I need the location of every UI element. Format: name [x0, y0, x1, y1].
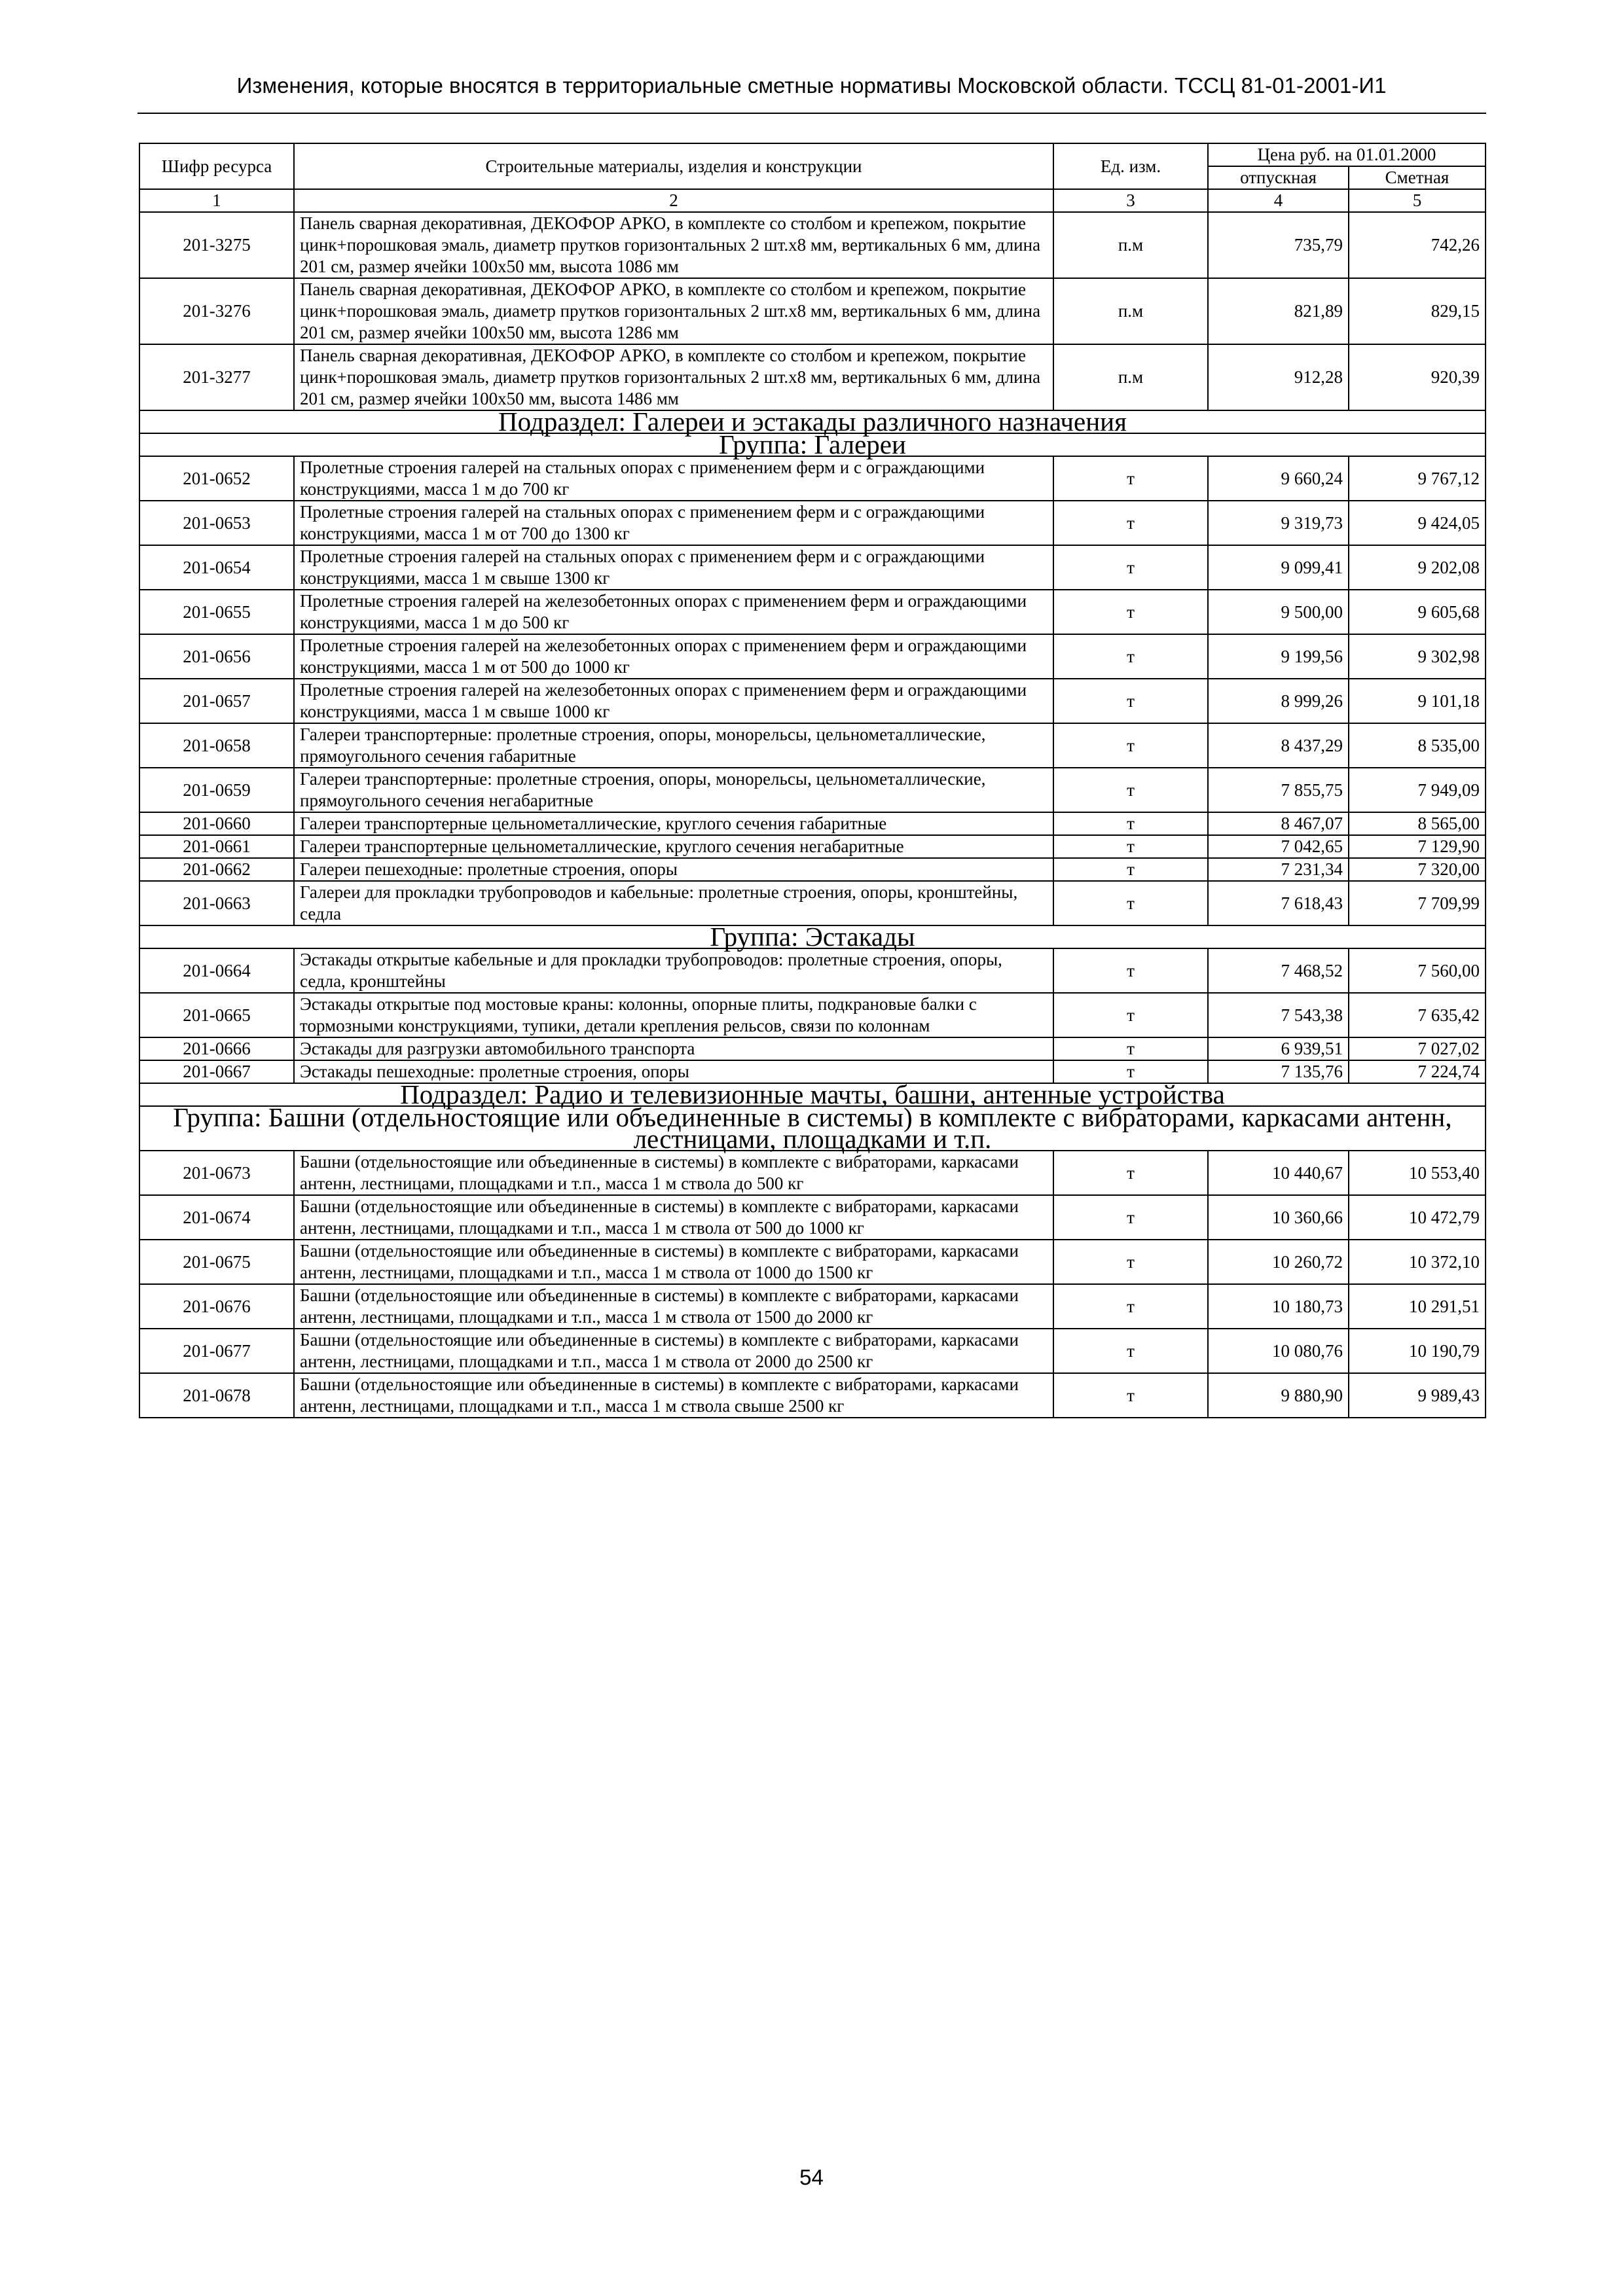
table-row [139, 835, 1486, 858]
estimate-price: 10 372,10 [1349, 1240, 1486, 1284]
material-name: Галереи пешеходные: пролетные строения, опоры [294, 858, 1053, 881]
release-price: 10 180,73 [1208, 1284, 1349, 1329]
estimate-price: 9 605,68 [1349, 590, 1486, 634]
release-price: 9 880,90 [1208, 1373, 1349, 1418]
table-row [139, 212, 1486, 278]
page-header: Изменения, которые вносятся в территориальные сметные нормативы Московской области. ТССЦ 81-01-2001-И1 [236, 73, 1387, 98]
table-row [139, 679, 1486, 723]
estimate-price: 829,15 [1349, 278, 1486, 344]
unit: п.м [1053, 278, 1208, 344]
table-row [139, 1373, 1486, 1418]
resource-code: 201-3275 [139, 212, 294, 278]
table-row [139, 812, 1486, 835]
table-row [139, 1037, 1486, 1060]
release-price: 9 099,41 [1208, 545, 1349, 590]
unit: т [1053, 590, 1208, 634]
release-price: 7 468,52 [1208, 948, 1349, 993]
material-name: Пролетные строения галерей на железобетонных опорах с применением ферм и ограждающими конструкциями, масса 1 м свыше 1000 кг [294, 679, 1053, 723]
release-price: 7 543,38 [1208, 993, 1349, 1037]
resource-code: 201-0654 [139, 545, 294, 590]
release-price: 10 260,72 [1208, 1240, 1349, 1284]
material-name: Галереи транспортерные: пролетные строения, опоры, монорельсы, цельнометаллические, прямоугольного сечения габаритные [294, 723, 1053, 768]
table-row [139, 278, 1486, 344]
group-title: Группа: Галереи [139, 433, 1486, 456]
estimate-price: 7 635,42 [1349, 993, 1486, 1037]
release-price: 8 999,26 [1208, 679, 1349, 723]
material-name: Галереи для прокладки трубопроводов и кабельные: пролетные строения, опоры, кронштейны, седла [294, 881, 1053, 925]
header-rule [137, 113, 1486, 114]
estimate-price: 9 101,18 [1349, 679, 1486, 723]
release-price: 9 199,56 [1208, 634, 1349, 679]
estimate-price: 7 129,90 [1349, 835, 1486, 858]
estimate-price: 7 709,99 [1349, 881, 1486, 925]
resource-code: 201-0664 [139, 948, 294, 993]
estimate-price: 9 202,08 [1349, 545, 1486, 590]
material-name: Пролетные строения галерей на стальных опорах с применением ферм и с ограждающими конструкциями, масса 1 м свыше 1300 кг [294, 545, 1053, 590]
estimate-price: 9 424,05 [1349, 501, 1486, 545]
unit: т [1053, 835, 1208, 858]
estimate-price: 8 565,00 [1349, 812, 1486, 835]
unit: т [1053, 1284, 1208, 1329]
release-price: 7 855,75 [1208, 768, 1349, 812]
col-number: 5 [1349, 189, 1486, 212]
col-header-name: Строительные материалы, изделия и конструкции [294, 143, 1053, 189]
table-row [139, 1240, 1486, 1284]
estimate-price: 10 472,79 [1349, 1195, 1486, 1240]
resource-code: 201-0677 [139, 1329, 294, 1373]
estimate-price: 7 949,09 [1349, 768, 1486, 812]
material-name: Башни (отдельностоящие или объединенные в системы) в комплекте с вибраторами, каркасами антенн, лестницами, площадками и т.п., масса 1 м ствола от 2000 до 2500 кг [294, 1329, 1053, 1373]
unit: т [1053, 948, 1208, 993]
release-price: 10 440,67 [1208, 1151, 1349, 1195]
material-name: Галереи транспортерные: пролетные строения, опоры, монорельсы, цельнометаллические, прямоугольного сечения негабаритные [294, 768, 1053, 812]
release-price: 912,28 [1208, 344, 1349, 410]
estimate-price: 10 553,40 [1349, 1151, 1486, 1195]
resource-code: 201-0655 [139, 590, 294, 634]
table-row [139, 344, 1486, 410]
col-header-price: Цена руб. на 01.01.2000 [1208, 143, 1486, 166]
unit: т [1053, 858, 1208, 881]
unit: п.м [1053, 212, 1208, 278]
material-name: Эстакады пешеходные: пролетные строения, опоры [294, 1060, 1053, 1083]
material-name: Башни (отдельностоящие или объединенные в системы) в комплекте с вибраторами, каркасами антенн, лестницами, площадками и т.п., масса 1 м ствола свыше 2500 кг [294, 1373, 1053, 1418]
unit: т [1053, 1195, 1208, 1240]
page-number: 54 [799, 2165, 824, 2189]
resource-code: 201-0661 [139, 835, 294, 858]
resource-code: 201-3276 [139, 278, 294, 344]
release-price: 7 231,34 [1208, 858, 1349, 881]
material-name: Панель сварная декоративная, ДЕКОФОР АРКО, в комплекте со столбом и крепежом, покрытие цинк+порошковая эмаль, диаметр прутков горизонтальных 2 шт.х8 мм, вертикальных 6 мм, длина 201 см, размер ячейки 100х50 мм, высота 1286 мм [294, 278, 1053, 344]
resource-code: 201-0656 [139, 634, 294, 679]
estimate-price: 7 027,02 [1349, 1037, 1486, 1060]
release-price: 7 135,76 [1208, 1060, 1349, 1083]
release-price: 9 500,00 [1208, 590, 1349, 634]
table-row [139, 1284, 1486, 1329]
estimate-price: 10 190,79 [1349, 1329, 1486, 1373]
price-table [139, 143, 1486, 1418]
column-number-row [139, 189, 1486, 212]
material-name: Пролетные строения галерей на железобетонных опорах с применением ферм и ограждающими конструкциями, масса 1 м до 500 кг [294, 590, 1053, 634]
estimate-price: 7 320,00 [1349, 858, 1486, 881]
rows-towers [139, 1151, 1486, 1418]
table-row [139, 590, 1486, 634]
unit: т [1053, 634, 1208, 679]
table-row [139, 1329, 1486, 1373]
material-name: Пролетные строения галерей на стальных опорах с применением ферм и с ограждающими конструкциями, масса 1 м до 700 кг [294, 456, 1053, 501]
estimate-price: 8 535,00 [1349, 723, 1486, 768]
resource-code: 201-0659 [139, 768, 294, 812]
material-name: Башни (отдельностоящие или объединенные в системы) в комплекте с вибраторами, каркасами антенн, лестницами, площадками и т.п., масса 1 м ствола до 500 кг [294, 1151, 1053, 1195]
table-row [139, 456, 1486, 501]
resource-code: 201-0678 [139, 1373, 294, 1418]
unit: т [1053, 812, 1208, 835]
estimate-price: 920,39 [1349, 344, 1486, 410]
release-price: 9 660,24 [1208, 456, 1349, 501]
release-price: 8 467,07 [1208, 812, 1349, 835]
material-name: Панель сварная декоративная, ДЕКОФОР АРКО, в комплекте со столбом и крепежом, покрытие цинк+порошковая эмаль, диаметр прутков горизонтальных 2 шт.х8 мм, вертикальных 6 мм, длина 201 см, размер ячейки 100х50 мм, высота 1486 мм [294, 344, 1053, 410]
subsection-masts [139, 1079, 1486, 1154]
rows-overpasses [139, 948, 1486, 1083]
unit: т [1053, 1329, 1208, 1373]
material-name: Пролетные строения галерей на железобетонных опорах с применением ферм и ограждающими конструкциями, масса 1 м от 500 до 1000 кг [294, 634, 1053, 679]
material-name: Панель сварная декоративная, ДЕКОФОР АРКО, в комплекте со столбом и крепежом, покрытие цинк+порошковая эмаль, диаметр прутков горизонтальных 2 шт.х8 мм, вертикальных 6 мм, длина 201 см, размер ячейки 100х50 мм, высота 1086 мм [294, 212, 1053, 278]
group-title: Группа: Эстакады [139, 925, 1486, 948]
col-header-code: Шифр ресурса [139, 143, 294, 189]
estimate-price: 9 989,43 [1349, 1373, 1486, 1418]
table-row [139, 723, 1486, 768]
resource-code: 201-0673 [139, 1151, 294, 1195]
subsection-title: Подраздел: Галереи и эстакады различного назначения [139, 410, 1486, 433]
resource-code: 201-3277 [139, 344, 294, 410]
release-price: 6 939,51 [1208, 1037, 1349, 1060]
resource-code: 201-0660 [139, 812, 294, 835]
unit: т [1053, 545, 1208, 590]
table-row [139, 948, 1486, 993]
col-number: 3 [1053, 189, 1208, 212]
table-row [139, 634, 1486, 679]
resource-code: 201-0665 [139, 993, 294, 1037]
table-row [139, 501, 1486, 545]
resource-code: 201-0666 [139, 1037, 294, 1060]
col-number: 1 [139, 189, 294, 212]
resource-code: 201-0652 [139, 456, 294, 501]
resource-code: 201-0674 [139, 1195, 294, 1240]
unit: т [1053, 881, 1208, 925]
col-header-estimate: Сметная [1349, 166, 1486, 189]
table-row [139, 768, 1486, 812]
estimate-price: 742,26 [1349, 212, 1486, 278]
unit: т [1053, 501, 1208, 545]
col-number: 2 [294, 189, 1053, 212]
rows-galleries [139, 456, 1486, 925]
col-number: 4 [1208, 189, 1349, 212]
unit: т [1053, 1037, 1208, 1060]
material-name: Эстакады для разгрузки автомобильного транспорта [294, 1037, 1053, 1060]
group-title: Группа: Башни (отдельностоящие или объединенные в системы) в комплекте с вибраторами, каркасами антенн, лестницами, площадками и т.п. [139, 1106, 1486, 1151]
table-row [139, 858, 1486, 881]
resource-code: 201-0676 [139, 1284, 294, 1329]
unit: п.м [1053, 344, 1208, 410]
unit: т [1053, 1060, 1208, 1083]
material-name: Галереи транспортерные цельнометаллические, круглого сечения габаритные [294, 812, 1053, 835]
material-name: Пролетные строения галерей на стальных опорах с применением ферм и с ограждающими конструкциями, масса 1 м от 700 до 1300 кг [294, 501, 1053, 545]
estimate-price: 9 302,98 [1349, 634, 1486, 679]
resource-code: 201-0663 [139, 881, 294, 925]
table-row [139, 545, 1486, 590]
table-row [139, 993, 1486, 1037]
material-name: Эстакады открытые кабельные и для прокладки трубопроводов: пролетные строения, опоры, седла, кронштейны [294, 948, 1053, 993]
release-price: 735,79 [1208, 212, 1349, 278]
material-name: Галереи транспортерные цельнометаллические, круглого сечения негабаритные [294, 835, 1053, 858]
table-row [139, 881, 1486, 925]
estimate-price: 7 560,00 [1349, 948, 1486, 993]
table-row [139, 1195, 1486, 1240]
material-name: Башни (отдельностоящие или объединенные в системы) в комплекте с вибраторами, каркасами антенн, лестницами, площадками и т.п., масса 1 м ствола от 1500 до 2000 кг [294, 1284, 1053, 1329]
material-name: Башни (отдельностоящие или объединенные в системы) в комплекте с вибраторами, каркасами антенн, лестницами, площадками и т.п., масса 1 м ствола от 500 до 1000 кг [294, 1195, 1053, 1240]
release-price: 9 319,73 [1208, 501, 1349, 545]
resource-code: 201-0675 [139, 1240, 294, 1284]
resource-code: 201-0657 [139, 679, 294, 723]
header-row-1 [139, 143, 1486, 166]
subsection-title: Подраздел: Радио и телевизионные мачты, башни, антенные устройства [139, 1083, 1486, 1106]
table-row [139, 1151, 1486, 1195]
resource-code: 201-0662 [139, 858, 294, 881]
unit: т [1053, 993, 1208, 1037]
material-name: Башни (отдельностоящие или объединенные в системы) в комплекте с вибраторами, каркасами антенн, лестницами, площадками и т.п., масса 1 м ствола от 1000 до 1500 кг [294, 1240, 1053, 1284]
estimate-price: 9 767,12 [1349, 456, 1486, 501]
material-name: Эстакады открытые под мостовые краны: колонны, опорные плиты, подкрановые балки с тормозными конструкциями, тупики, детали крепления рельсов, связи по колоннам [294, 993, 1053, 1037]
unit: т [1053, 679, 1208, 723]
release-price: 10 360,66 [1208, 1195, 1349, 1240]
col-header-unit: Ед. изм. [1053, 143, 1208, 189]
unit: т [1053, 768, 1208, 812]
estimate-price: 7 224,74 [1349, 1060, 1486, 1083]
unit: т [1053, 456, 1208, 501]
unit: т [1053, 1240, 1208, 1284]
unit: т [1053, 1151, 1208, 1195]
estimate-price: 10 291,51 [1349, 1284, 1486, 1329]
resource-code: 201-0658 [139, 723, 294, 768]
rows-panels [139, 212, 1486, 410]
subsection-galleries [139, 406, 1486, 459]
col-header-release: отпускная [1208, 166, 1349, 189]
group-overpasses [139, 922, 1486, 952]
unit: т [1053, 723, 1208, 768]
release-price: 10 080,76 [1208, 1329, 1349, 1373]
resource-code: 201-0653 [139, 501, 294, 545]
release-price: 7 618,43 [1208, 881, 1349, 925]
unit: т [1053, 1373, 1208, 1418]
release-price: 7 042,65 [1208, 835, 1349, 858]
release-price: 821,89 [1208, 278, 1349, 344]
resource-code: 201-0667 [139, 1060, 294, 1083]
release-price: 8 437,29 [1208, 723, 1349, 768]
